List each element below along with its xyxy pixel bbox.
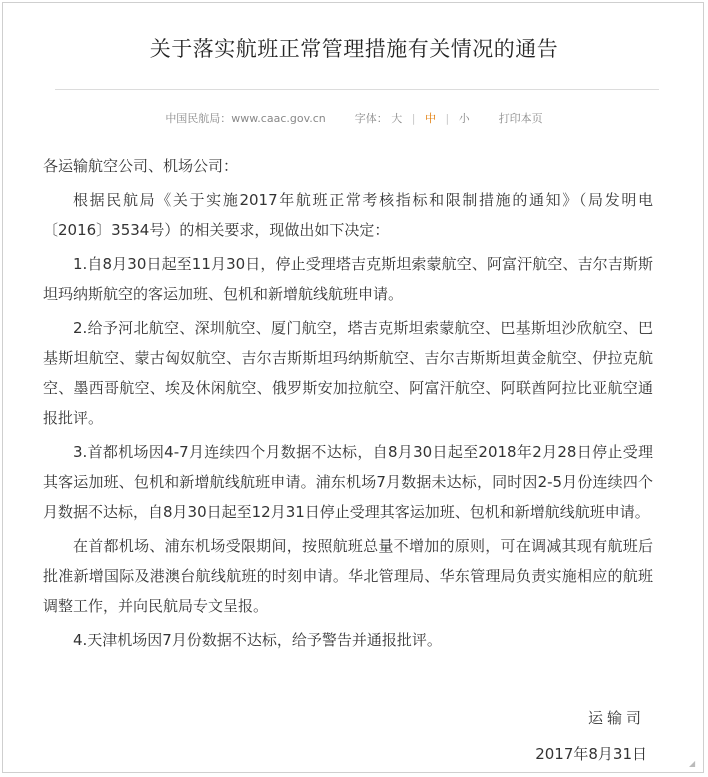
font-medium-button[interactable]: 中 [424, 112, 436, 125]
font-small-button[interactable]: 小 [458, 112, 470, 125]
signature: 运输司 [587, 709, 645, 727]
resize-corner-icon: ◢ [689, 759, 696, 768]
print-page-button[interactable]: 打印本页 [498, 112, 543, 125]
title-divider [55, 89, 659, 90]
font-size-label: 字体： [354, 112, 388, 125]
toolbar-separator: | [445, 112, 450, 125]
notice-body [43, 151, 653, 659]
source-link[interactable]: 中国民航局：www.caac.gov.cn [165, 112, 326, 125]
salutation: 各运输航空公司、机场公司： [43, 157, 239, 175]
paragraph-intro: 根据民航局《关于实施2017年航班正常考核指标和限制措施的通知》（局发明电〔2016〕3534号）的相关要求，现做出如下决定： [43, 191, 653, 239]
issue-date: 2017年8月31日 [535, 745, 647, 763]
article-toolbar [3, 110, 705, 126]
paragraph-item-3-note: 在首都机场、浦东机场受限期间，按照航班总量不增加的原则，可在调减其现有航班后批准新增国际及港澳台航线航班的时刻申请。华北管理局、华东管理局负责实施相应的航班调整工作，并向民航局专文呈报。 [43, 537, 653, 615]
page-title: 关于落实航班正常管理措施有关情况的通告 [149, 37, 559, 61]
toolbar-separator: | [411, 112, 416, 125]
font-large-button[interactable]: 大 [391, 112, 403, 125]
paragraph-item-2: 2.给予河北航空、深圳航空、厦门航空，塔吉克斯坦索蒙航空、巴基斯坦沙欣航空、巴基斯坦航空、蒙古匈奴航空、吉尔吉斯斯坦玛纳斯航空、吉尔吉斯斯坦黄金航空、伊拉克航空、墨西哥航空、埃及休闲航空、俄罗斯安加拉航空、阿富汗航空、阿联酋阿拉比亚航空通报批评。 [43, 319, 653, 427]
paragraph-item-4: 4.天津机场因7月份数据不达标，给予警告并通报批评。 [73, 631, 442, 649]
paragraph-item-1: 1.自8月30日起至11月30日，停止受理塔吉克斯坦索蒙航空、阿富汗航空、吉尔吉斯斯坦玛纳斯航空的客运加班、包机和新增航线航班申请。 [43, 255, 653, 303]
paragraph-item-3: 3.首都机场因4-7月连续四个月数据不达标，自8月30日起至2018年2月28日停止受理其客运加班、包机和新增航线航班申请。浦东机场7月数据未达标，同时因2-5月份连续四个月数据不达标，自8月30日起至12月31日停止受理其客运加班、包机和新增航线航班申请。 [43, 443, 653, 521]
notice-frame [2, 2, 704, 773]
